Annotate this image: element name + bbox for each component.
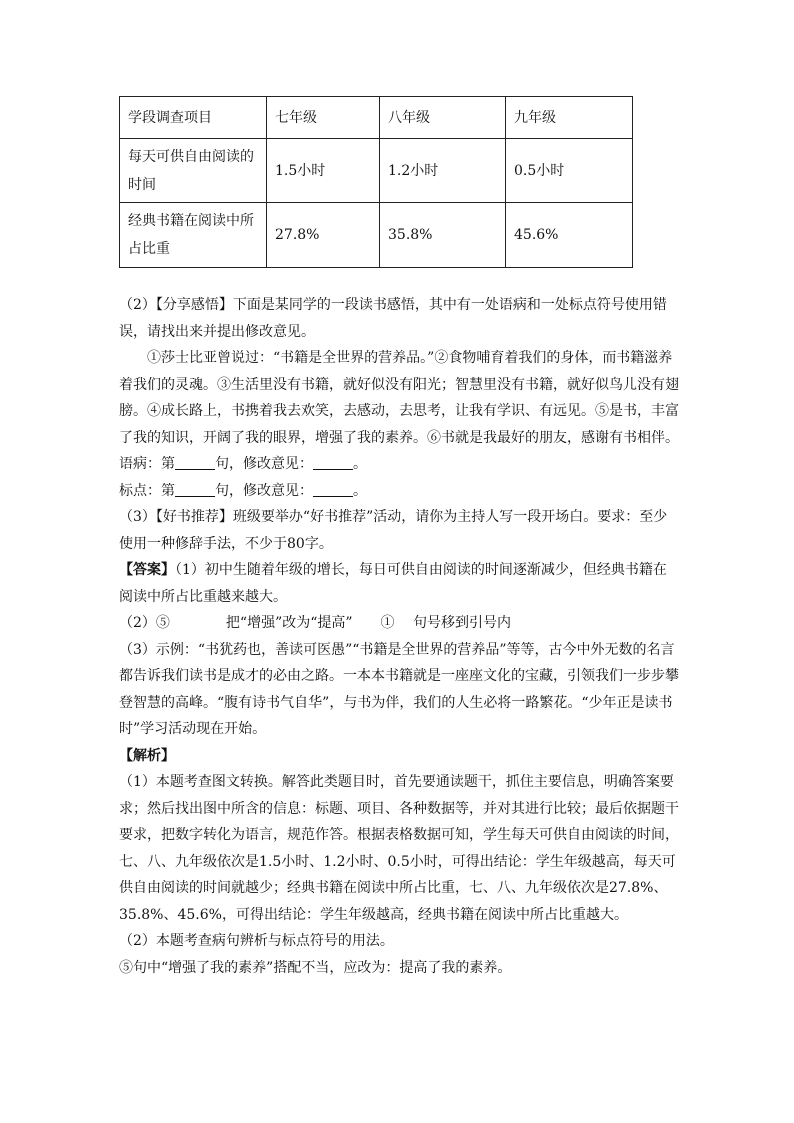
table-cell: 45.6% (506, 203, 633, 268)
table-header-cell: 九年级 (506, 97, 633, 139)
table-cell: 1.5小时 (267, 139, 380, 203)
grammar-mid: 句，修改意见： (215, 456, 313, 472)
punctuation-label: 标点：第 (119, 482, 175, 499)
survey-table (119, 96, 633, 268)
punctuation-mid: 句，修改意见： (215, 482, 313, 499)
table-cell: 35.8% (380, 203, 506, 268)
punctuation-error-line (119, 478, 679, 505)
table-cell: 27.8% (267, 203, 380, 268)
table-cell: 经典书籍在阅读中所占比重 (120, 203, 267, 268)
grammar-end: 。 (353, 456, 367, 472)
grammar-label: 语病：第 (119, 456, 175, 472)
answer-label: 【答案】 (119, 562, 175, 578)
table-header-cell: 八年级 (380, 97, 506, 139)
punctuation-end: 。 (353, 482, 367, 499)
document-body (119, 292, 679, 981)
table-header-cell: 七年级 (267, 97, 380, 139)
answer-2: （2）⑤ 把“增强”改为“提高” ① 句号移到引号内 (119, 615, 511, 631)
table-header-cell: 学段调查项目 (120, 97, 267, 139)
analysis-2: （2）本题考查病句辨析与标点符号的用法。 (119, 933, 394, 949)
blank-field (313, 455, 353, 470)
table-cell: 0.5小时 (506, 139, 633, 203)
answer-1-text: （1）初中生随着年级的增长，每日可供自由阅读的时间逐渐减少，但经典书籍在阅读中所占比重越来越大。 (119, 562, 667, 605)
analysis-label: 【解析】 (119, 747, 175, 764)
answer-1 (119, 557, 679, 610)
question-2-passage: ①莎士比亚曾说过：“书籍是全世界的营养品。”②食物哺育着我们的身体，而书籍滋养着我们的灵魂。③生活里没有书籍，就好似没有阳光；智慧里没有书籍，就好似鸟儿没有翅膀。④成长路上，书携着我去欢笑，去感动，去思考，让我有学识、有远见。⑤是书，丰富了我的知识，开阔了我的眼界，增强了我的素养。⑥书就是我最好的朋友，感谢有书相伴。 (119, 350, 679, 446)
table-row (120, 139, 633, 203)
answer-3: （3）示例：“书犹药也，善读可医愚”“书籍是全世界的营养品”等等，古今中外无数的名言都告诉我们读书是成才的必由之路。一本本书籍就是一座座文化的宝藏，引领我们一步步攀登智慧的高峰。“腹有诗书气自华”，与书为伴，我们的人生必将一路繁花。“少年正是读书时”学习活动现在开始。 (119, 641, 679, 737)
blank-field (313, 482, 353, 497)
table-row (120, 203, 633, 268)
analysis-1: （1）本题考查图文转换。解答此类题目时，首先要通读题干，抓住主要信息，明确答案要求；然后找出图中所含的信息：标题、项目、各种数据等，并对其进行比较；最后依据题干要求，把数字转化为语言，规范作答。根据表格数据可知，学生每天可供自由阅读的时间，七、八、九年级依次是1.5小时、1.2小时、0.5小时，可得出结论：学生年级越高，每天可供自由阅读的时间就越少；经典书籍在阅读中所占比重，七、八、九年级依次是27.8%、35.8%、45.6%，可得出结论：学生年级越高，经典书籍在阅读中所占比重越大。 (119, 774, 679, 923)
question-2-prompt: （2）【分享感悟】下面是某同学的一段读书感悟，其中有一处语病和一处标点符号使用错误，请找出来并提出修改意见。 (119, 297, 667, 340)
blank-field (175, 482, 215, 497)
grammar-error-line (119, 451, 679, 478)
table-cell: 每天可供自由阅读的时间 (120, 139, 267, 203)
table-cell: 1.2小时 (380, 139, 506, 203)
question-3-prompt: （3）【好书推荐】班级要举办“好书推荐”活动，请你为主持人写一段开场白。要求：至少使用一种修辞手法，不少于80字。 (119, 509, 668, 552)
blank-field (175, 455, 215, 470)
table-header-row (120, 97, 633, 139)
analysis-3: ⑤句中“增强了我的素养”搭配不当，应改为：提高了我的素养。 (119, 959, 512, 976)
